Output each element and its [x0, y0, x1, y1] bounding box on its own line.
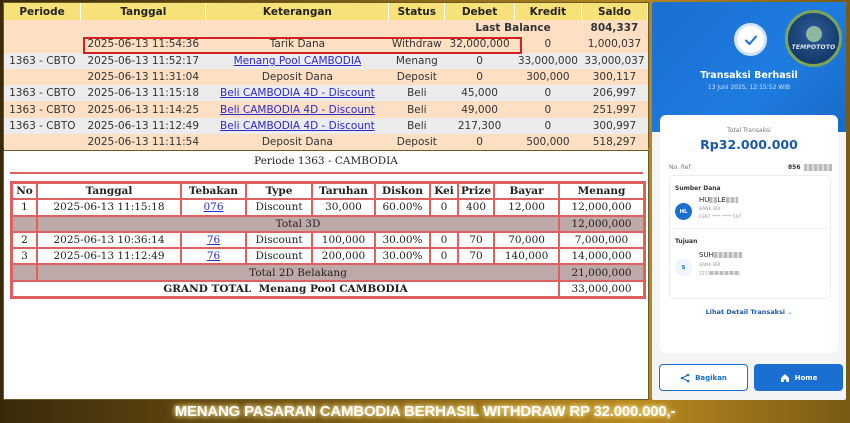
col-kredit: Kredit — [514, 3, 581, 20]
saldo: 518,297 — [581, 134, 647, 150]
saldo: 1,000,037 — [581, 36, 647, 52]
detail-title: Periode 1363 - CAMBODIA — [254, 155, 398, 167]
periode — [4, 69, 81, 85]
ledger-row — [4, 53, 648, 69]
status: Deposit — [389, 134, 445, 150]
ledger-row — [4, 101, 648, 117]
ledger-row — [4, 85, 648, 101]
bet-detail-table — [10, 181, 646, 299]
kredit: 0 — [514, 118, 581, 134]
ledger-row — [4, 134, 648, 150]
destination-bank: BANK BRI — [699, 263, 721, 268]
total-label: Total Transaksi — [727, 127, 771, 134]
prize: 70 — [458, 248, 494, 264]
transaction-datetime: 13 Juni 2025, 12:15:52 WIB — [707, 84, 791, 91]
col-periode: Periode — [4, 3, 81, 20]
destination-avatar: S — [675, 259, 692, 276]
bayar: 12,000 — [494, 199, 559, 215]
debet: 0 — [445, 69, 515, 85]
status: Beli — [389, 85, 445, 101]
keterangan: Tarik Dana — [206, 36, 389, 52]
kredit: 0 — [514, 36, 581, 52]
col-tanggal: Tanggal — [81, 3, 206, 20]
share-icon — [680, 373, 690, 383]
transfer-receipt — [652, 2, 846, 400]
bayar: 140,000 — [494, 248, 559, 264]
debet: 32,000,000 — [445, 36, 515, 52]
debet: 0 — [445, 53, 515, 69]
debet: 0 — [445, 134, 515, 150]
keterangan-link[interactable]: Beli CAMBODIA 4D - Discount — [220, 119, 375, 132]
col-menang: Menang — [559, 183, 644, 199]
subtotal-2d-row — [12, 264, 644, 280]
transaction-ledger — [3, 2, 649, 148]
tanggal: 2025-06-13 11:31:04 — [81, 69, 206, 85]
keterangan: Deposit Dana — [206, 134, 389, 150]
no: 1 — [12, 199, 37, 215]
type: Discount — [246, 248, 312, 264]
periode — [4, 36, 81, 52]
saldo: 300,117 — [581, 69, 647, 85]
title-divider — [10, 172, 643, 174]
kredit: 0 — [514, 85, 581, 101]
saldo: 206,997 — [581, 85, 647, 101]
tanggal: 2025-06-13 11:12:49 — [81, 118, 206, 134]
source-avatar: HL — [675, 203, 692, 220]
transaction-status-title: Transaksi Berhasil — [700, 70, 798, 81]
share-button[interactable]: Bagikan — [659, 364, 748, 391]
tebakan-link[interactable]: 76 — [206, 250, 221, 263]
subtotal-label: Total 2D Belakang — [37, 264, 559, 280]
brand-name: TEMPOTOTO — [791, 44, 836, 51]
bet-row — [12, 199, 644, 215]
source-label: Sumber Dana — [675, 185, 721, 192]
periode: 1363 - CBTO — [4, 101, 81, 117]
ledger-table — [4, 3, 648, 150]
success-check-icon — [734, 23, 767, 56]
tanggal: 2025-06-13 11:52:17 — [81, 53, 206, 69]
col-taruhan: Taruhan — [312, 183, 375, 199]
keterangan-link[interactable]: Beli CAMBODIA 4D - Discount — [220, 103, 375, 116]
taruhan: 200,000 — [312, 248, 375, 264]
tanggal: 2025-06-13 11:54:36 — [81, 36, 206, 52]
subtotal-label: Total 3D — [37, 216, 559, 232]
view-transaction-detail-link[interactable]: Lihat Detail Transaksi ⌄ — [705, 308, 793, 316]
debet: 45,000 — [445, 85, 515, 101]
col-tanggal: Tanggal — [37, 183, 181, 199]
col-prize: Prize — [458, 183, 494, 199]
ledger-row — [4, 118, 648, 134]
keterangan-link[interactable]: Beli CAMBODIA 4D - Discount — [220, 87, 375, 100]
last-balance-row — [4, 20, 648, 36]
kredit: 500,000 — [514, 134, 581, 150]
taruhan: 100,000 — [312, 232, 375, 248]
debet: 49,000 — [445, 101, 515, 117]
kei: 0 — [430, 199, 458, 215]
home-button[interactable]: Home — [754, 364, 843, 391]
status: Beli — [389, 118, 445, 134]
grand-total-row — [12, 281, 644, 297]
bayar: 70,000 — [494, 232, 559, 248]
subtotal-value: 12,000,000 — [559, 216, 644, 232]
subtotal-value: 21,000,000 — [559, 264, 644, 280]
ledger-row — [4, 69, 648, 85]
kei: 0 — [430, 248, 458, 264]
divider — [670, 228, 830, 229]
col-diskon: Diskon — [375, 183, 430, 199]
menang: 12,000,000 — [559, 199, 644, 215]
detail-header-row — [12, 183, 644, 199]
diskon: 30.00% — [375, 232, 430, 248]
brand-logo — [785, 10, 842, 67]
grand-total-label: GRAND TOTAL Menang Pool CAMBODIA — [12, 281, 559, 297]
status: Beli — [389, 101, 445, 117]
col-kei: Kei — [430, 183, 458, 199]
home-icon — [780, 373, 790, 383]
source-bank: BANK BRI — [699, 207, 721, 212]
bet-row — [12, 248, 644, 264]
status: Withdraw — [389, 36, 445, 52]
saldo: 300,997 — [581, 118, 647, 134]
periode — [4, 134, 81, 150]
status: Menang — [389, 53, 445, 69]
col-tebakan: Tebakan — [181, 183, 246, 199]
col-saldo: Saldo — [581, 3, 647, 20]
periode: 1363 - CBTO — [4, 85, 81, 101]
kredit: 0 — [514, 101, 581, 117]
destination-label: Tujuan — [675, 238, 698, 245]
prize: 400 — [458, 199, 494, 215]
diskon: 60.00% — [375, 199, 430, 215]
tanggal: 2025-06-13 11:15:18 — [81, 85, 206, 101]
source-name: HU LE — [699, 196, 738, 204]
col-type: Type — [246, 183, 312, 199]
kredit: 300,000 — [514, 69, 581, 85]
type: Discount — [246, 232, 312, 248]
taruhan: 30,000 — [312, 199, 375, 215]
tebakan-link[interactable]: 076 — [203, 201, 224, 214]
ledger-row — [4, 36, 648, 52]
ref-value: 856 — [788, 164, 801, 171]
promo-caption: MENANG PASARAN CAMBODIA BERHASIL WITHDRAW RP 32.000.000,- — [174, 403, 676, 420]
tanggal: 2025-06-13 11:12:49 — [37, 248, 181, 264]
last-balance-label: Last Balance — [445, 20, 582, 36]
grand-total-value: 33,000,000 — [559, 281, 644, 297]
col-no: No — [12, 183, 37, 199]
no: 2 — [12, 232, 37, 248]
col-debet: Debet — [445, 3, 515, 20]
tanggal: 2025-06-13 11:11:54 — [81, 134, 206, 150]
account-box — [669, 175, 831, 299]
chevron-down-icon: ⌄ — [787, 309, 793, 316]
subtotal-3d-row — [12, 216, 644, 232]
tanggal: 2025-06-13 11:14:25 — [81, 101, 206, 117]
last-balance-value: 804,337 — [581, 20, 647, 36]
destination-account: 2213 — [699, 271, 740, 277]
col-keterangan: Keterangan — [206, 3, 389, 20]
diskon: 30.00% — [375, 248, 430, 264]
periode: 1363 - CBTO — [4, 118, 81, 134]
no: 3 — [12, 248, 37, 264]
debet: 217,300 — [445, 118, 515, 134]
prize: 70 — [458, 232, 494, 248]
saldo: 251,997 — [581, 101, 647, 117]
tebakan-link[interactable]: 76 — [206, 234, 221, 247]
menang: 7,000,000 — [559, 232, 644, 248]
total-amount: Rp32.000.000 — [700, 137, 798, 152]
bet-row — [12, 232, 644, 248]
globe-icon — [806, 26, 822, 42]
ledger-header-row — [4, 3, 648, 20]
source-account: 0367 **** **** 507 — [699, 215, 742, 220]
ref-redacted — [804, 164, 832, 171]
status: Deposit — [389, 69, 445, 85]
menang: 14,000,000 — [559, 248, 644, 264]
destination-name: SUH — [699, 251, 742, 259]
receipt-card — [660, 115, 838, 353]
ref-label: No. Ref — [669, 164, 691, 171]
tanggal: 2025-06-13 11:15:18 — [37, 199, 181, 215]
kei: 0 — [430, 232, 458, 248]
keterangan-link[interactable]: Menang Pool CAMBODIA — [233, 54, 362, 67]
tanggal: 2025-06-13 10:36:14 — [37, 232, 181, 248]
receipt-header — [652, 2, 846, 132]
col-bayar: Bayar — [494, 183, 559, 199]
periode: 1363 - CBTO — [4, 53, 81, 69]
kredit: 33,000,000 — [514, 53, 581, 69]
saldo: 33,000,037 — [581, 53, 647, 69]
type: Discount — [246, 199, 312, 215]
bet-detail-panel — [3, 150, 649, 400]
keterangan: Deposit Dana — [206, 69, 389, 85]
col-status: Status — [389, 3, 445, 20]
